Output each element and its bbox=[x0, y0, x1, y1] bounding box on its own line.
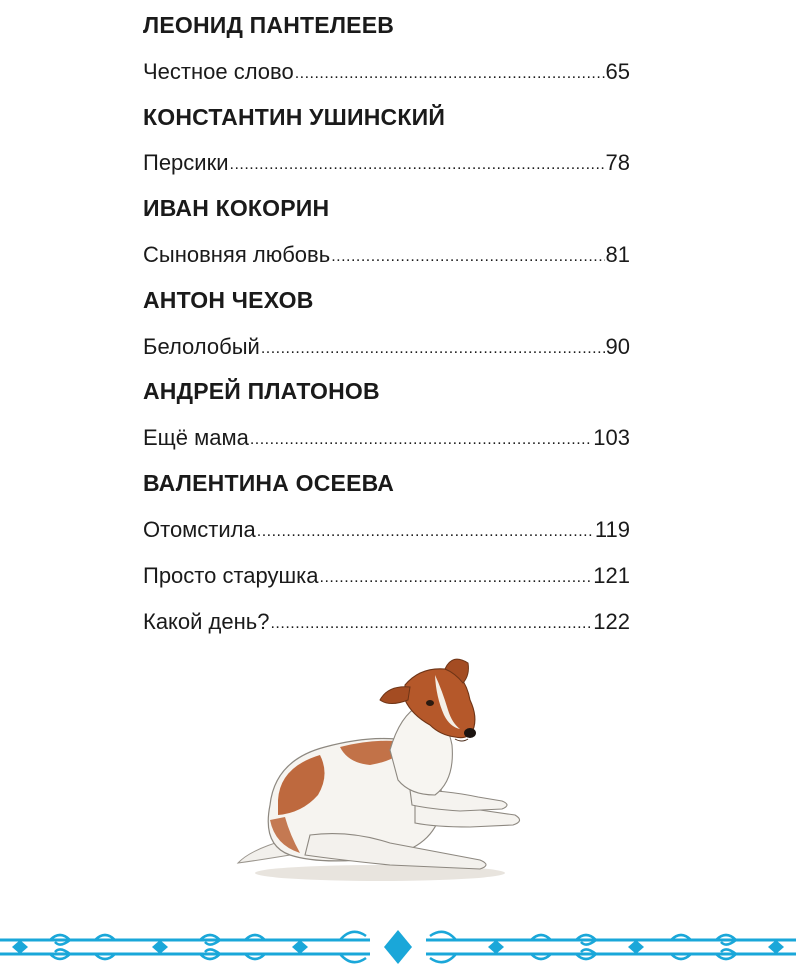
toc-entry[interactable] bbox=[143, 334, 630, 360]
author-heading: КОНСТАНТИН УШИНСКИЙ bbox=[143, 104, 446, 130]
entry-page: 103 bbox=[593, 425, 630, 450]
entry-page: 65 bbox=[605, 59, 630, 84]
toc-entry[interactable] bbox=[143, 517, 630, 543]
entry-title: Сыновняя любовь bbox=[143, 242, 331, 267]
toc-entry[interactable] bbox=[143, 150, 630, 176]
author-heading: ИВАН КОКОРИН bbox=[143, 195, 330, 221]
toc-entry[interactable] bbox=[143, 563, 630, 589]
toc-entry[interactable] bbox=[143, 242, 630, 268]
author-heading: ВАЛЕНТИНА ОСЕЕВА bbox=[143, 470, 395, 496]
dot-leader bbox=[230, 149, 605, 175]
author-heading: АНТОН ЧЕХОВ bbox=[143, 287, 314, 313]
ornament-border-icon bbox=[0, 922, 796, 972]
dot-leader bbox=[261, 333, 605, 359]
entry-page: 78 bbox=[605, 150, 630, 175]
dot-leader bbox=[250, 424, 592, 450]
dot-leader bbox=[295, 58, 605, 84]
entry-page: 119 bbox=[594, 517, 630, 542]
entry-page: 121 bbox=[593, 563, 630, 588]
author-heading: АНДРЕЙ ПЛАТОНОВ bbox=[143, 378, 380, 404]
entry-title: Ещё мама bbox=[143, 425, 249, 450]
author-heading: ЛЕОНИД ПАНТЕЛЕЕВ bbox=[143, 12, 395, 38]
toc-entry[interactable] bbox=[143, 59, 630, 85]
entry-title: Отомстила bbox=[143, 517, 256, 542]
dot-leader bbox=[270, 608, 592, 634]
entry-title: Какой день? bbox=[143, 609, 270, 634]
entry-title: Честное слово bbox=[143, 59, 294, 84]
dot-leader bbox=[257, 516, 594, 542]
entry-page: 81 bbox=[605, 242, 630, 267]
toc-entry[interactable] bbox=[143, 609, 630, 635]
toc-entry[interactable] bbox=[143, 425, 630, 451]
entry-page: 122 bbox=[593, 609, 630, 634]
dot-leader bbox=[331, 241, 604, 267]
entry-title: Персики bbox=[143, 150, 229, 175]
entry-page: 90 bbox=[605, 334, 630, 359]
entry-title: Белолобый bbox=[143, 334, 260, 359]
dot-leader bbox=[320, 562, 593, 588]
dog-illustration-icon bbox=[230, 655, 530, 895]
entry-title: Просто старушка bbox=[143, 563, 319, 588]
